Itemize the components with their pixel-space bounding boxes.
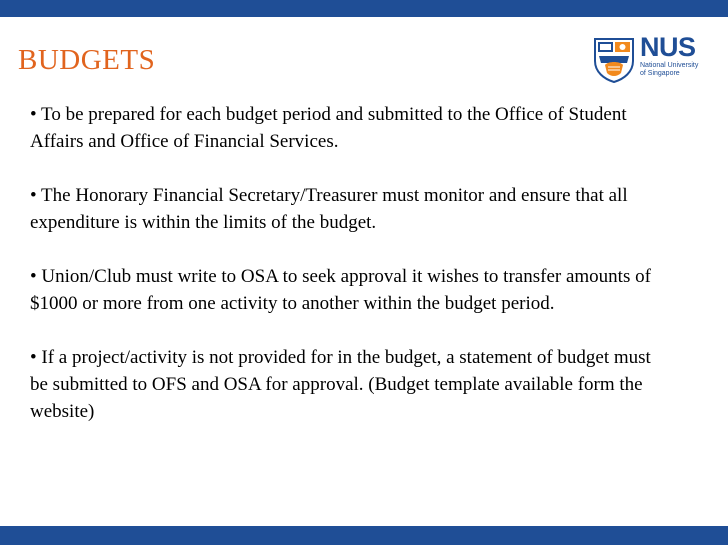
bullet-treasurer-monitoring: • The Honorary Financial Secretary/Treasurer must monitor and ensure that all expenditure is within the limits of the budget. [30, 185, 628, 233]
bullet-transfer-approval: • Union/Club must write to OSA to seek approval it wishes to transfer amounts of $1000 or more from one activity to another within the budget period. [30, 266, 651, 314]
logo-wordmark: NUS [640, 32, 696, 62]
bullet-unbudgeted-project: • If a project/activity is not provided for in the budget, a statement of budget must be submitted to OFS and OSA for approval. (Budget template available form the website) [30, 347, 651, 422]
bullet-list [30, 101, 670, 452]
slide-title: BUDGETS [18, 44, 156, 76]
logo-subtitle-line1: National University [640, 62, 699, 69]
nus-crest-icon [593, 37, 635, 83]
bullet-budget-preparation: • To be prepared for each budget period and submitted to the Office of Student Affairs and Office of Financial Services. [30, 104, 627, 152]
logo-subtitle [640, 62, 698, 78]
logo-subtitle-line2: of Singapore [640, 70, 680, 77]
bottom-banner [0, 526, 728, 545]
nus-logo [593, 32, 713, 87]
top-banner [0, 0, 728, 17]
